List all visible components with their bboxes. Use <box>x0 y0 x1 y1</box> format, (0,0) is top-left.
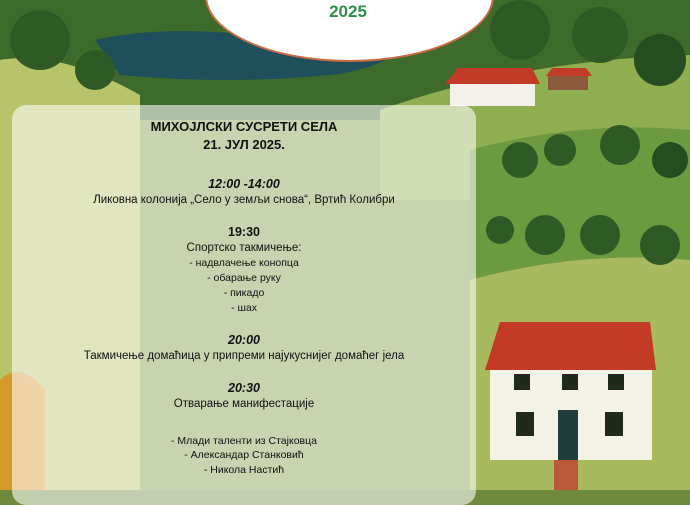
schedule-time: 20:30 <box>228 381 260 395</box>
schedule-time: 20:00 <box>228 333 260 347</box>
performer-item: - Млади таленти из Стајковца <box>171 435 317 447</box>
schedule-event: Отварање манифестације <box>173 398 315 410</box>
competition-item: - шах <box>231 302 257 314</box>
performer-item: - Никола Настић <box>203 464 285 476</box>
event-title: МИХОЈЛСКИ СУСРЕТИ СЕЛА <box>150 119 338 134</box>
competition-item: - надвлачење конопца <box>189 257 299 269</box>
festival-year: 2025 <box>329 2 367 21</box>
schedule-event: Ликовна колонија „Село у земљи снова“, Вртић Колибри <box>93 194 395 206</box>
program-content <box>12 118 476 478</box>
schedule-event: Такмичење домаћица у припреми најукуснијег домаћег јела <box>83 350 405 362</box>
schedule-event: Спортско такмичење: <box>186 242 302 254</box>
performer-item: - Александар Станковић <box>184 449 304 461</box>
competition-item: - пикадо <box>223 287 265 299</box>
schedule-time: 12:00 -14:00 <box>208 177 280 191</box>
schedule-time: 19:30 <box>228 225 260 239</box>
competition-item: - обарање руку <box>207 272 281 284</box>
event-date: 21. ЈУЛ 2025. <box>203 137 285 152</box>
